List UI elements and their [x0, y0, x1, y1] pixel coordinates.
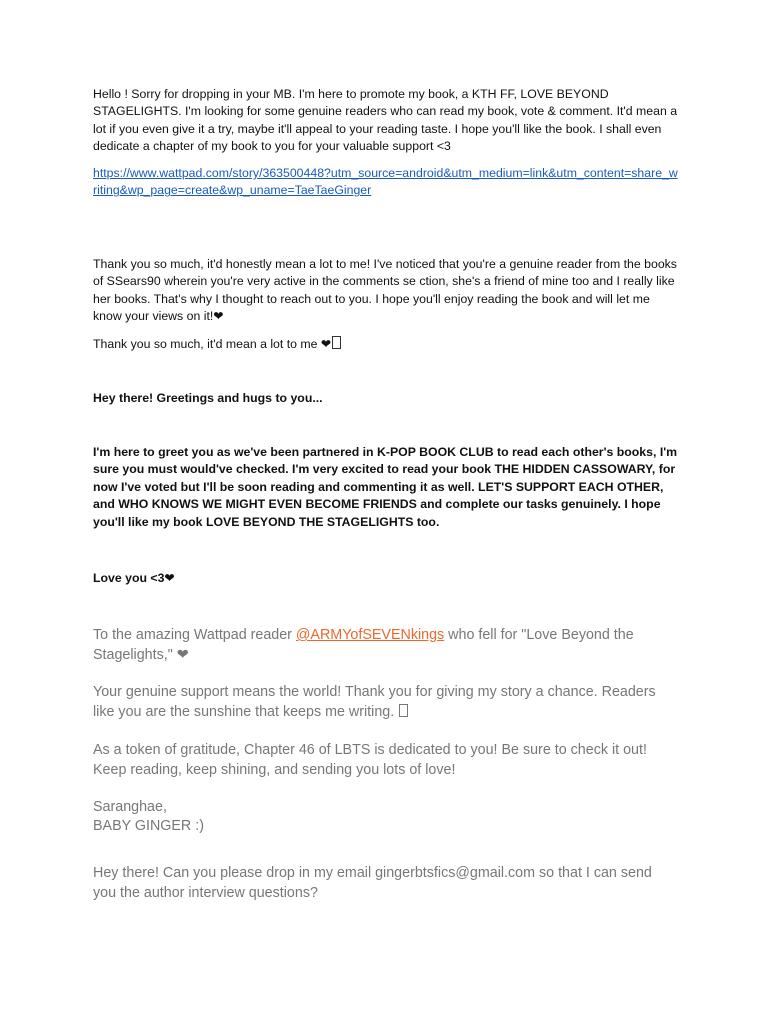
wattpad-story-link[interactable]: https://www.wattpad.com/story/363500448?utm_source=android&utm_medium=link&utm_content=share_writing&wp_page=create&wp_uname=TaeTaeGinger	[93, 166, 678, 198]
email-request-paragraph: Hey there! Can you please drop in my email gingerbtsfics@gmail.com so that I can send you the author interview questions?	[93, 865, 652, 901]
love-line: Love you <3❤	[93, 571, 175, 585]
token-paragraph: As a token of gratitude, Chapter 46 of LBTS is dedicated to you! Be sure to check it out! Keep reading, keep shining, and sending you lots of love!	[93, 742, 647, 778]
dedication-line	[93, 626, 678, 665]
greeting-line: Hey there! Greetings and hugs to you...	[93, 391, 323, 405]
intro-paragraph: Hello ! Sorry for dropping in your MB. I'm here to promote my book, a KTH FF, LOVE BEYOND STAGELIGHTS. I'm looking for some genuine readers who can read my book, vote & comment. It'd mean a lot if you even give it a try, maybe it'll appeal to your reading taste. I hope you'll like the book. I shall even dedicate a chapter of my book to you for your valuable support <3	[93, 87, 678, 154]
missing-glyph-icon	[399, 704, 408, 717]
support-text: Your genuine support means the world! Thank you for giving my story a chance. Readers like you are the sunshine that keeps me writing.	[93, 684, 656, 720]
support-paragraph	[93, 683, 678, 722]
thanks-short-paragraph	[93, 336, 678, 353]
signature-line: BABY GINGER :)	[93, 818, 204, 834]
reader-mention-link[interactable]: @ARMYofSEVENkings	[295, 627, 445, 643]
thanks-short-text: Thank you so much, it'd mean a lot to me ❤	[93, 337, 332, 351]
dedication-suffix: who fell for "Love Beyond the Stagelights," ❤	[93, 627, 634, 663]
missing-glyph-icon	[332, 336, 341, 349]
thanks-long-paragraph: Thank you so much, it'd honestly mean a lot to me! I've noticed that you're a genuine reader from the books of SSears90 wherein you're very active in the comments se ction, she's a friend of mine too and I really like her books. That's why I thought to reach out to you. I hope you'll enjoy reading the book and will let me know your views on it!❤	[93, 257, 677, 324]
signoff-line: Saranghae,	[93, 799, 167, 815]
partner-paragraph: I'm here to greet you as we've been partnered in K-POP BOOK CLUB to read each other's books, I'm sure you must would've checked. I'm very excited to read your book THE HIDDEN CASSOWARY, for now I've voted but I'll be soon reading and commenting it as well. LET'S SUPPORT EACH OTHER, and WHO KNOWS WE MIGHT EVEN BECOME FRIENDS and complete our tasks genuinely. I hope you'll like my book LOVE BEYOND THE STAGELIGHTS too.	[93, 445, 678, 529]
dedication-prefix: To the amazing Wattpad reader	[93, 627, 296, 643]
